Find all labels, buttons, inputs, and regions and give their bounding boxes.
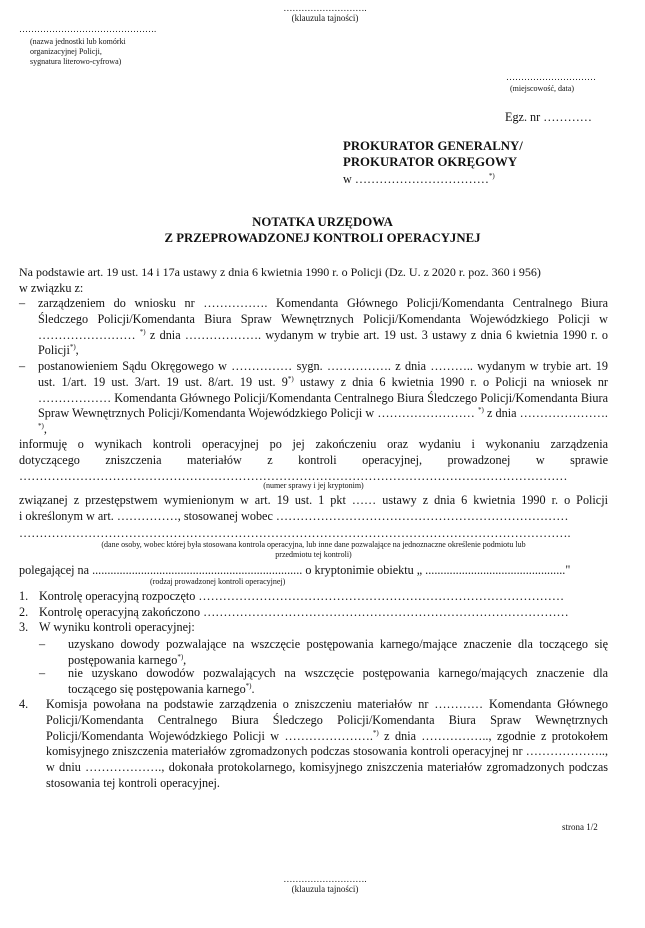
list-item: [19, 697, 608, 792]
basis-text-part: z dnia ………………….: [483, 406, 608, 421]
basis-item-court: [19, 359, 608, 438]
person-dots: ……………………………………………………………………………………………………………………….: [19, 526, 571, 540]
item-text-part: z dnia …………….., zgodnie z protokołem komisyjnego zniszczenia materiałów zgromadzonych podczas stosowania kontroli operacyjnej nr ……………….., w dniu ………………., dokonała protokolarnego, komisyjnego zniszczenia materiałów zgromadzonych podczas stosowania tej kontroli operacyjnej.: [46, 728, 608, 790]
unit-label: [30, 37, 126, 67]
recipient-line-1: PROKURATOR GENERALNY/: [343, 139, 523, 153]
unit-label-line: organizacyjnej Policji,: [30, 47, 102, 56]
crime-line-1: związanej z przestępstwem wymienionym w art. 19 ust. 1 pkt …… ustawy z dnia 6 kwietnia 1990 r. o Policji: [19, 493, 608, 507]
basis-text: [38, 296, 608, 359]
basis-text-part: ustawy z dnia 6 kwietnia 1990 r. o Policji na wniosek nr ……………… Komendanta Głównego Policji/Komendanta Centralnego Biura Śledczego Policji/Komendanta Biura Spraw Wewnętrznych Policji/Komendanta Wojewódzkiego Policji w ……………………: [38, 374, 608, 421]
footnote-marker: *): [177, 652, 184, 661]
recipient-location: w ……………………………: [343, 172, 489, 186]
document-title: NOTATKA URZĘDOWA: [252, 215, 393, 229]
list-item: [19, 589, 608, 605]
sub-list-item: [39, 637, 608, 669]
footnote-marker: *): [488, 172, 495, 180]
inform-line-2: dotyczącego zniszczenia materiałów z kontroli operacyjnej, prowadzonej w sprawie: [19, 453, 608, 467]
classification-label-bottom: (klauzula tajności): [291, 884, 359, 894]
item-text: W wyniku kontroli operacyjnej:: [39, 620, 195, 634]
unit-dots: ……………………………………….: [19, 24, 157, 34]
sub-item-text-part: uzyskano dowody pozwalające na wszczęcie postępowania karnego/mające znaczenie dla toczącego się postępowania karnego: [68, 637, 608, 667]
case-label: (numer sprawy i jej kryptonim): [263, 481, 364, 490]
recipient-line-3: [343, 172, 495, 188]
copy-number: Egz. nr …………: [505, 110, 592, 124]
recipient-line-2: PROKURATOR OKRĘGOWY: [343, 155, 518, 169]
item-text-part: Komisja powołana na podstawie zarządzenia o zniszczeniu materiałów nr ………… Komendanta Głównego Policji/Komendanta Centralnego Biura Śledczego Policji/Komendanta Biura Spraw Wewnętrznych Policji/Komendanta Wojewódzkiego Policji w ………………….: [46, 697, 608, 743]
sub-list-item: [39, 666, 608, 698]
sub-item-text-part: nie uzyskano dowodów pozwalających na wszczęcie postępowania karnego/mających znaczenie dla toczącego się postępowania karnego: [68, 666, 608, 696]
basis-text-part: ,: [43, 422, 47, 437]
footnote-marker: *): [372, 728, 379, 737]
item-number: 4.: [19, 697, 29, 711]
control-type-label: (rodzaj prowadzonej kontroli operacyjnej): [150, 577, 286, 586]
person-label-line-1: (dane osoby, wobec której była stosowana kontrola operacyjna, lub inne dane pozwalające na jednoznaczne określenie podmiotu lub: [101, 540, 526, 549]
dash-marker: –: [19, 296, 26, 310]
list-item: [19, 605, 608, 621]
document-subtitle: Z PRZEPROWADZONEJ KONTROLI OPERACYJNEJ: [164, 231, 481, 245]
inform-line-1: informuję o wynikach kontroli operacyjnej po jej zakończeniu oraz wydaniu i wykonaniu zarządzenia: [19, 437, 608, 451]
basis-text-part: zarządzeniem do wniosku nr ……………. Komendanta Głównego Policji/Komendanta Centralnego Biura Śledczego Policji/Komendanta Biura Spraw Wewnętrznych Policji/Komendanta Wojewódzkiego Policji w ……………………: [38, 296, 608, 342]
item-number: 3.: [19, 620, 29, 634]
dash-marker: –: [39, 666, 46, 680]
basis-text-part: z dnia ………………. wydanym w trybie art. 19 ust. 3 ustawy z dnia 6 kwietnia 1990 r. o Policji: [38, 327, 608, 358]
item-number: 1.: [19, 589, 29, 603]
footnote-marker: *): [139, 327, 146, 336]
case-dots: ………………………………………………………………………………………………………………………: [19, 469, 568, 483]
classification-dots-bottom: ……………………….: [283, 874, 367, 884]
unit-label-line: (nazwa jednostki lub komórki: [30, 37, 126, 46]
item-text: Kontrolę operacyjną rozpoczęto ………………………………………………………………………………: [39, 589, 565, 603]
basis-item-order: [19, 296, 608, 359]
item-text: Kontrolę operacyjną zakończono ………………………………………………………………………………: [39, 605, 569, 619]
place-date-label: (miejscowość, data): [510, 84, 574, 93]
dash-marker: –: [19, 359, 26, 373]
basis-text: [38, 359, 608, 438]
page-number: strona 1/2: [562, 822, 598, 832]
control-type-line: polegającej na ..................................................................... o kryptonimie obiektu „ ..............................................": [19, 563, 571, 577]
unit-label-line: sygnatura literowo-cyfrowa): [30, 57, 122, 66]
crime-line-2: i określonym w art. ……………, stosowanej wobec ………………………………………………………………: [19, 509, 569, 523]
sub-item-text: [68, 637, 608, 669]
intro-line-2: w związku z:: [19, 281, 84, 295]
sub-item-text-part: ,: [183, 652, 187, 667]
sub-item-text: [68, 666, 608, 698]
place-date-dots: …………………………: [506, 72, 596, 82]
dash-marker: –: [39, 637, 46, 651]
person-label-line-2: przedmiotu tej kontroli): [275, 550, 352, 559]
footnote-marker: *): [477, 406, 484, 415]
footnote-marker: *): [245, 681, 252, 690]
item-number: 2.: [19, 605, 29, 619]
classification-dots-top: ……………………….: [283, 3, 367, 13]
basis-text-part: ,: [75, 343, 79, 358]
footnote-marker: *): [69, 343, 76, 352]
footnote-marker: *): [287, 374, 294, 383]
footnote-marker: *): [38, 422, 44, 431]
classification-label-top: (klauzula tajności): [291, 13, 359, 23]
sub-item-text-part: .: [251, 681, 255, 696]
list-item: [19, 620, 608, 636]
intro-line-1: Na podstawie art. 19 ust. 14 i 17a ustawy z dnia 6 kwietnia 1990 r. o Policji (Dz. U. z 2020 r. poz. 360 i 956): [19, 265, 541, 279]
item-text: [46, 697, 608, 792]
basis-text-part: postanowieniem Sądu Okręgowego w …………… sygn. ……………. z dnia ……….. wydanym w trybie art. 19 ust. 1/art. 19 ust. 3/art. 19 ust. 8/art. 19 ust. 9: [38, 359, 608, 389]
